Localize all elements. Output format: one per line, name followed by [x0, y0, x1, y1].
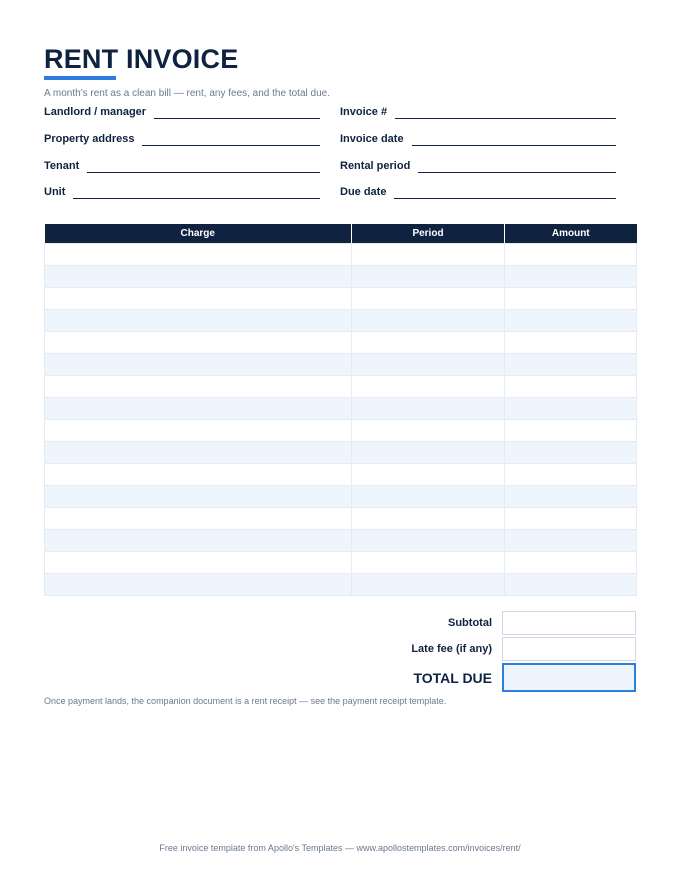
table-row — [45, 530, 637, 552]
charges-table-body — [45, 244, 637, 596]
charge-cell[interactable] — [45, 354, 352, 376]
period-cell[interactable] — [352, 398, 505, 420]
invoice-date-label: Invoice date — [340, 133, 404, 145]
title-accent-bar — [44, 76, 116, 80]
table-row — [45, 486, 637, 508]
landlord-field — [44, 104, 320, 118]
total-due-cell[interactable] — [502, 663, 636, 692]
table-row — [45, 310, 637, 332]
charge-cell[interactable] — [45, 288, 352, 310]
rental-period-input-line[interactable] — [418, 172, 616, 173]
charge-cell[interactable] — [45, 530, 352, 552]
amount-cell[interactable] — [505, 398, 637, 420]
tenant-label: Tenant — [44, 160, 80, 172]
due-date-field — [340, 184, 616, 198]
column-header-period: Period — [352, 224, 505, 244]
late-fee-cell[interactable] — [502, 637, 636, 661]
amount-cell[interactable] — [505, 442, 637, 464]
amount-cell[interactable] — [505, 288, 637, 310]
total-due-row — [413, 663, 636, 692]
landlord-input-line[interactable] — [154, 118, 320, 119]
rental-period-label: Rental period — [340, 160, 411, 172]
column-header-charge: Charge — [45, 224, 352, 244]
property-address-label: Property address — [44, 133, 135, 145]
period-cell[interactable] — [352, 574, 505, 596]
amount-cell[interactable] — [505, 486, 637, 508]
charge-cell[interactable] — [45, 310, 352, 332]
table-header-row — [45, 224, 637, 244]
charge-cell[interactable] — [45, 442, 352, 464]
page-title: RENT INVOICE — [44, 44, 239, 74]
amount-cell[interactable] — [505, 552, 637, 574]
table-row — [45, 552, 637, 574]
charge-cell[interactable] — [45, 244, 352, 266]
due-date-input-line[interactable] — [394, 198, 616, 199]
invoice-number-input-line[interactable] — [395, 118, 616, 119]
late-fee-row — [411, 637, 636, 661]
table-row — [45, 508, 637, 530]
charges-table — [44, 224, 637, 596]
table-row — [45, 420, 637, 442]
amount-cell[interactable] — [505, 420, 637, 442]
amount-cell[interactable] — [505, 376, 637, 398]
table-row — [45, 332, 637, 354]
charge-cell[interactable] — [45, 332, 352, 354]
table-row — [45, 442, 637, 464]
amount-cell[interactable] — [505, 464, 637, 486]
charge-cell[interactable] — [45, 552, 352, 574]
charge-cell[interactable] — [45, 266, 352, 288]
amount-cell[interactable] — [505, 244, 637, 266]
period-cell[interactable] — [352, 420, 505, 442]
table-row — [45, 464, 637, 486]
table-row — [45, 354, 637, 376]
period-cell[interactable] — [352, 464, 505, 486]
invoice-date-input-line[interactable] — [412, 145, 616, 146]
period-cell[interactable] — [352, 530, 505, 552]
table-row — [45, 288, 637, 310]
table-row — [45, 574, 637, 596]
invoice-date-field — [340, 131, 616, 145]
unit-label: Unit — [44, 186, 66, 198]
page-subtitle: A month's rent as a clean bill — rent, any fees, and the total due. — [44, 88, 330, 99]
charge-cell[interactable] — [45, 420, 352, 442]
unit-field — [44, 184, 320, 198]
tenant-input-line[interactable] — [87, 172, 320, 173]
amount-cell[interactable] — [505, 354, 637, 376]
period-cell[interactable] — [352, 552, 505, 574]
footnote: Once payment lands, the companion document is a rent receipt — see the payment receipt template. — [44, 696, 447, 706]
period-cell[interactable] — [352, 332, 505, 354]
rental-period-field — [340, 158, 616, 172]
amount-cell[interactable] — [505, 332, 637, 354]
landlord-label: Landlord / manager — [44, 106, 147, 118]
invoice-number-field — [340, 104, 616, 118]
total-due-label: TOTAL DUE — [413, 669, 492, 686]
period-cell[interactable] — [352, 486, 505, 508]
amount-cell[interactable] — [505, 508, 637, 530]
table-row — [45, 244, 637, 266]
period-cell[interactable] — [352, 442, 505, 464]
period-cell[interactable] — [352, 266, 505, 288]
period-cell[interactable] — [352, 244, 505, 266]
unit-input-line[interactable] — [73, 198, 320, 199]
table-row — [45, 376, 637, 398]
charge-cell[interactable] — [45, 376, 352, 398]
amount-cell[interactable] — [505, 574, 637, 596]
period-cell[interactable] — [352, 288, 505, 310]
charge-cell[interactable] — [45, 464, 352, 486]
due-date-label: Due date — [340, 186, 387, 198]
property-address-input-line[interactable] — [142, 145, 320, 146]
charge-cell[interactable] — [45, 398, 352, 420]
column-header-amount: Amount — [505, 224, 637, 244]
period-cell[interactable] — [352, 376, 505, 398]
tenant-field — [44, 158, 320, 172]
period-cell[interactable] — [352, 508, 505, 530]
table-row — [45, 266, 637, 288]
amount-cell[interactable] — [505, 266, 637, 288]
table-row — [45, 398, 637, 420]
charge-cell[interactable] — [45, 486, 352, 508]
amount-cell[interactable] — [505, 530, 637, 552]
amount-cell[interactable] — [505, 310, 637, 332]
subtotal-row — [448, 611, 636, 635]
subtotal-label: Subtotal — [448, 617, 492, 629]
page-footer: Free invoice template from Apollo's Templates — www.apollostemplates.com/invoices/rent/ — [159, 843, 521, 853]
property-address-field — [44, 131, 320, 145]
invoice-number-label: Invoice # — [340, 106, 388, 118]
charge-cell[interactable] — [45, 574, 352, 596]
late-fee-label: Late fee (if any) — [411, 643, 492, 655]
subtotal-cell[interactable] — [502, 611, 636, 635]
period-cell[interactable] — [352, 354, 505, 376]
charge-cell[interactable] — [45, 508, 352, 530]
period-cell[interactable] — [352, 310, 505, 332]
